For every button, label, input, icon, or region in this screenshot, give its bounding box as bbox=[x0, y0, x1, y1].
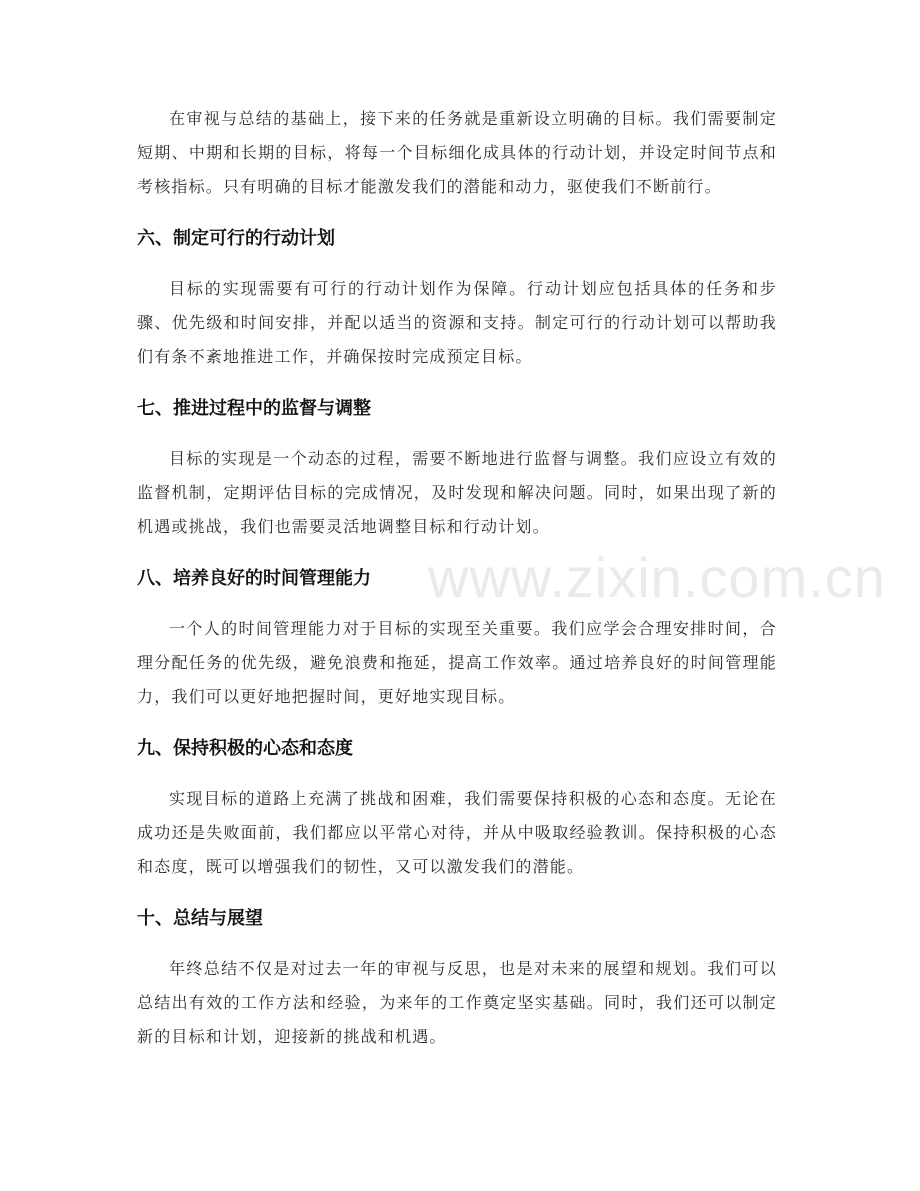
section-heading-9: 九、保持积极的心态和态度 bbox=[137, 738, 353, 759]
document-body bbox=[137, 102, 777, 1054]
watermark-text: www.zixin.com.cn bbox=[428, 546, 886, 609]
section-heading-8: 八、培养良好的时间管理能力 bbox=[137, 568, 371, 589]
section-paragraph-8: 一个人的时间管理能力对于目标的实现至关重要。我们应学会合理安排时间，合理分配任务的优先级，避免浪费和拖延，提高工作效率。通过培养良好的时间管理能力，我们可以更好地把握时间，更好地实现目标。 bbox=[137, 619, 777, 706]
intro-paragraph: 在审视与总结的基础上，接下来的任务就是重新设立明确的目标。我们需要制定短期、中期和长期的目标，将每一个目标细化成具体的行动计划，并设定时间节点和考核指标。只有明确的目标才能激发我们的潜能和动力，驱使我们不断前行。 bbox=[137, 109, 777, 196]
section-paragraph-6: 目标的实现需要有可行的行动计划作为保障。行动计划应包括具体的任务和步骤、优先级和时间安排，并配以适当的资源和支持。制定可行的行动计划可以帮助我们有条不紊地推进工作，并确保按时完成预定目标。 bbox=[137, 279, 777, 366]
section-paragraph-10: 年终总结不仅是对过去一年的审视与反思，也是对未来的展望和规划。我们可以总结出有效的工作方法和经验，为来年的工作奠定坚实基础。同时，我们还可以制定新的目标和计划，迎接新的挑战和机遇。 bbox=[137, 959, 777, 1046]
section-heading-6: 六、制定可行的行动计划 bbox=[137, 228, 335, 249]
section-paragraph-7: 目标的实现是一个动态的过程，需要不断地进行监督与调整。我们应设立有效的监督机制，定期评估目标的完成情况，及时发现和解决问题。同时，如果出现了新的机遇或挑战，我们也需要灵活地调整目标和行动计划。 bbox=[137, 449, 777, 536]
section-paragraph-9: 实现目标的道路上充满了挑战和困难，我们需要保持积极的心态和态度。无论在成功还是失败面前，我们都应以平常心对待，并从中吸取经验教训。保持积极的心态和态度，既可以增强我们的韧性，又可以激发我们的潜能。 bbox=[137, 789, 777, 876]
section-heading-7: 七、推进过程中的监督与调整 bbox=[137, 398, 371, 419]
section-heading-10: 十、总结与展望 bbox=[137, 908, 263, 929]
